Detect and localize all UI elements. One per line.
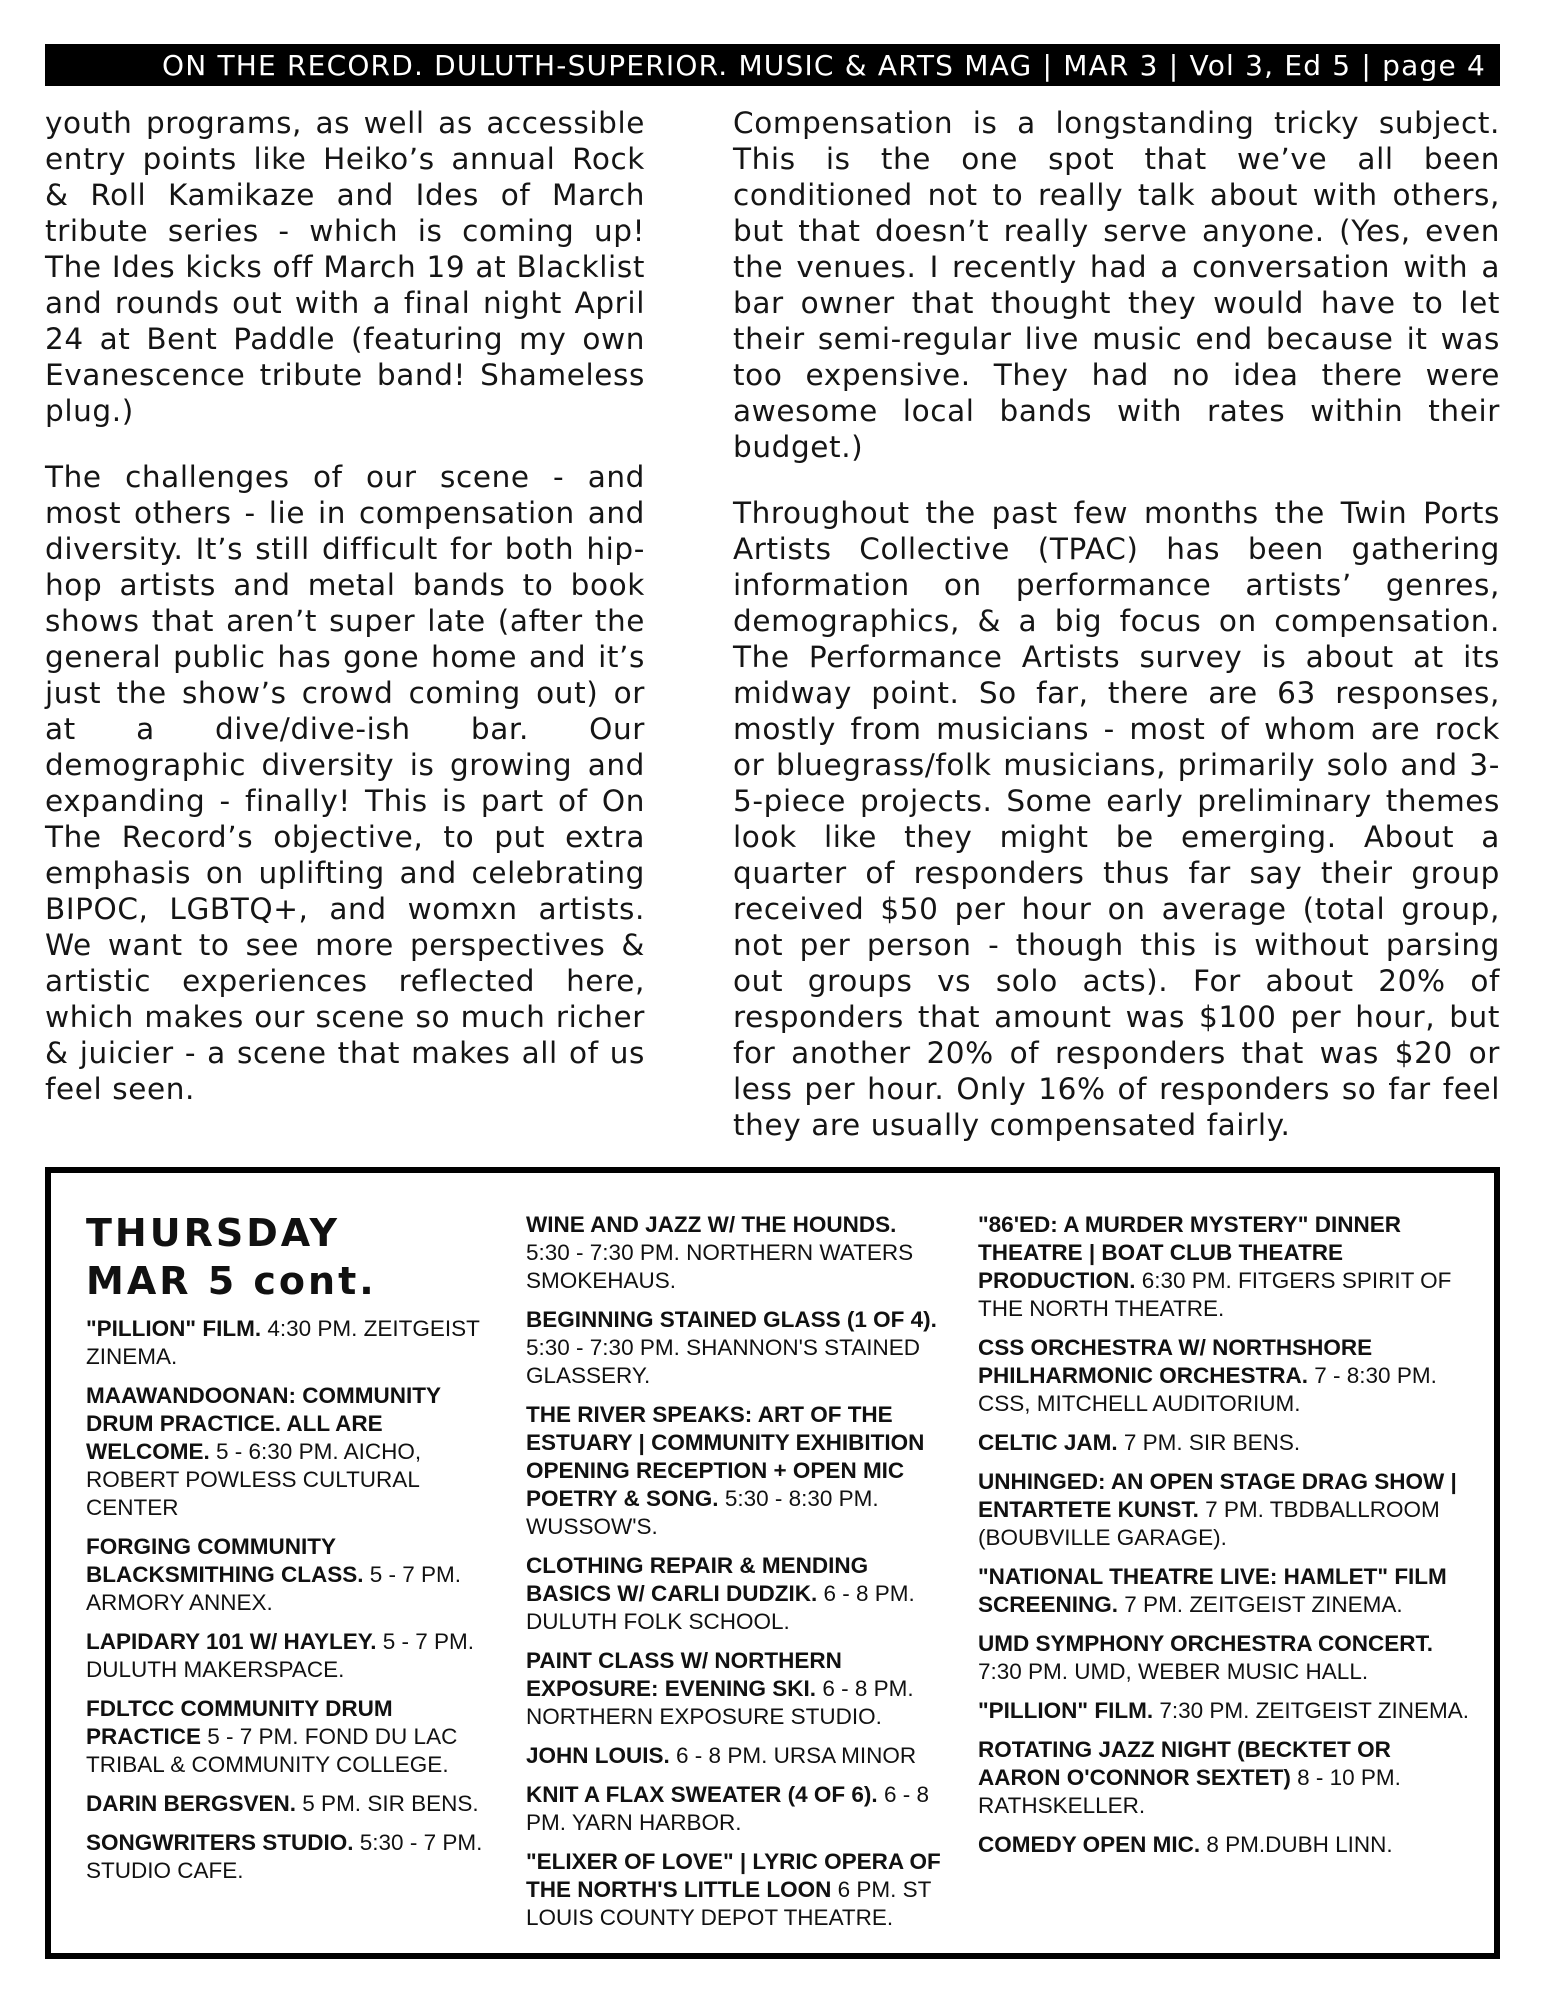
event-listing xyxy=(526,1742,946,1770)
event-title: "PILLION" FILM. xyxy=(86,1316,262,1341)
event-listing xyxy=(86,1533,486,1617)
article-column-left xyxy=(45,105,645,1137)
listings-column-2 xyxy=(526,1211,946,1943)
event-listing xyxy=(526,1211,946,1295)
event-title: FORGING COMMUNITY BLACKSMITHING CLASS. xyxy=(86,1534,364,1587)
event-title: KNIT A FLAX SWEATER (4 OF 6). xyxy=(526,1782,878,1807)
event-details: 5 - 7 PM. DULUTH MAKERSPACE. xyxy=(86,1629,475,1682)
event-listing xyxy=(86,1628,486,1684)
event-title: THE RIVER SPEAKS: ART OF THE ESTUARY | COMMUNITY EXHIBITION OPENING RECEPTION + OPEN MIC POETRY & SONG. xyxy=(526,1402,925,1511)
event-details: 6 - 8 PM. YARN HARBOR. xyxy=(526,1782,929,1835)
day-heading-date: MAR 5 cont. xyxy=(86,1259,377,1303)
event-listing xyxy=(526,1552,946,1636)
event-title: FDLTCC COMMUNITY DRUM PRACTICE xyxy=(86,1696,393,1749)
event-details: 7 PM. TBDBALLROOM (BOUBVILLE GARAGE). xyxy=(978,1497,1440,1550)
event-details: 6 - 8 PM. DULUTH FOLK SCHOOL. xyxy=(526,1581,915,1634)
event-details: 6 - 8 PM. URSA MINOR xyxy=(676,1743,917,1768)
masthead-text: ON THE RECORD. DULUTH-SUPERIOR. MUSIC & ARTS MAG | MAR 3 | Vol 3, Ed 5 | page 4 xyxy=(161,48,1486,82)
event-title: "NATIONAL THEATRE LIVE: HAMLET" FILM SCREENING. xyxy=(978,1564,1447,1617)
event-listing xyxy=(978,1334,1478,1418)
event-listing xyxy=(526,1781,946,1837)
event-details: 7:30 PM. UMD, WEBER MUSIC HALL. xyxy=(978,1659,1369,1684)
event-details: 5:30 - 8:30 PM. WUSSOW'S. xyxy=(526,1486,879,1539)
event-details: 6 PM. ST LOUIS COUNTY DEPOT THEATRE. xyxy=(526,1877,931,1930)
event-title: PAINT CLASS W/ NORTHERN EXPOSURE: EVENING SKI. xyxy=(526,1648,842,1701)
article-paragraph: Throughout the past few months the Twin Ports Artists Collective (TPAC) has been gathering information on performance artists’ genres, demographics, & a big focus on compensation. The Performance Artists survey is about at its midway point. So far, there are 63 responses, mostly from musicians - most of whom are rock or bluegrass/folk musicians, primarily solo and 3-5-piece projects. Some early preliminary themes look like they might be emerging. About a quarter of responders thus far say their group received $50 per hour on average (total group, not per person - though this is without parsing out groups vs solo acts). For about 20% of responders that amount was $100 per hour, but for another 20% of responders that was $20 or less per hour. Only 16% of responders so far feel they are usually compensated fairly. xyxy=(733,496,1500,1142)
event-list xyxy=(978,1211,1478,1859)
event-title: "ELIXER OF LOVE" | LYRIC OPERA OF THE NORTH'S LITTLE LOON xyxy=(526,1849,941,1902)
article-paragraph: Compensation is a longstanding tricky subject. This is the one spot that we’ve all been conditioned not to really talk about with others, but that doesn’t really serve anyone. (Yes, even the venues. I recently had a conversation with a bar owner that thought they would have to let their semi-regular live music end because it was too expensive. They had no idea there were awesome local bands with rates within their budget.) xyxy=(733,106,1500,464)
event-details: 5:30 - 7:30 PM. NORTHERN WATERS SMOKEHAUS. xyxy=(526,1240,914,1293)
event-listing xyxy=(978,1468,1478,1552)
event-list xyxy=(526,1211,946,1932)
event-listing xyxy=(978,1429,1478,1457)
article-paragraph: The challenges of our scene - and most others - lie in compensation and diversity. It’s still difficult for both hip-hop artists and metal bands to book shows that aren’t super late (after the general public has gone home and it’s just the show’s crowd coming out) or at a dive/dive-ish bar. Our demographic diversity is growing and expanding - finally! This is part of On The Record’s objective, to put extra emphasis on uplifting and celebrating BIPOC, LGBTQ+, and womxn artists. We want to see more perspectives & artistic experiences reflected here, which makes our scene so much richer & juicier - a scene that makes all of us feel seen. xyxy=(45,460,645,1106)
event-details: 8 PM.DUBH LINN. xyxy=(1206,1832,1393,1857)
day-heading xyxy=(86,1209,486,1305)
event-details: 7 - 8:30 PM. CSS, MITCHELL AUDITORIUM. xyxy=(978,1363,1437,1416)
event-title: WINE AND JAZZ W/ THE HOUNDS. xyxy=(526,1212,897,1237)
event-listing xyxy=(526,1306,946,1390)
event-listing xyxy=(978,1630,1478,1686)
event-listing xyxy=(978,1697,1478,1725)
event-details: 5:30 - 7:30 PM. SHANNON'S STAINED GLASSERY. xyxy=(526,1335,920,1388)
event-title: SONGWRITERS STUDIO. xyxy=(86,1830,354,1855)
event-title: MAAWANDOONAN: COMMUNITY DRUM PRACTICE. ALL ARE WELCOME. xyxy=(86,1383,441,1464)
event-listing xyxy=(978,1831,1478,1859)
event-details: 5 PM. SIR BENS. xyxy=(302,1791,479,1816)
event-details: 5 - 7 PM. FOND DU LAC TRIBAL & COMMUNITY COLLEGE. xyxy=(86,1724,458,1777)
event-title: CLOTHING REPAIR & MENDING BASICS W/ CARLI DUDZIK. xyxy=(526,1553,869,1606)
event-list xyxy=(86,1315,486,1885)
event-listing xyxy=(978,1563,1478,1619)
event-title: LAPIDARY 101 W/ HAYLEY. xyxy=(86,1629,377,1654)
event-listing xyxy=(86,1382,486,1522)
event-listing xyxy=(86,1315,486,1371)
day-heading-weekday: THURSDAY xyxy=(86,1211,341,1255)
event-details: 6:30 PM. FITGERS SPIRIT OF THE NORTH THEATRE. xyxy=(978,1268,1452,1321)
event-details: 5 - 7 PM. ARMORY ANNEX. xyxy=(86,1562,462,1615)
event-details: 4:30 PM. ZEITGEIST ZINEMA. xyxy=(86,1316,480,1369)
event-title: "86'ED: A MURDER MYSTERY" DINNER THEATRE | BOAT CLUB THEATRE PRODUCTION. xyxy=(978,1212,1401,1293)
event-title: UNHINGED: AN OPEN STAGE DRAG SHOW | ENTARTETE KUNST. xyxy=(978,1469,1457,1522)
masthead-banner xyxy=(45,44,1500,86)
event-title: UMD SYMPHONY ORCHESTRA CONCERT. xyxy=(978,1631,1434,1656)
event-title: JOHN LOUIS. xyxy=(526,1743,670,1768)
article-column-right xyxy=(733,105,1500,1173)
event-details: 7 PM. ZEITGEIST ZINEMA. xyxy=(1124,1592,1403,1617)
listings-column-1 xyxy=(86,1209,486,1896)
event-listing xyxy=(978,1736,1478,1820)
event-details: 7:30 PM. ZEITGEIST ZINEMA. xyxy=(1159,1698,1469,1723)
event-listing xyxy=(526,1647,946,1731)
event-title: "PILLION" FILM. xyxy=(978,1698,1154,1723)
event-listing xyxy=(978,1211,1478,1323)
event-title: BEGINNING STAINED GLASS (1 OF 4). xyxy=(526,1307,937,1332)
event-details: 7 PM. SIR BENS. xyxy=(1123,1430,1301,1455)
event-details: 5:30 - 7 PM. STUDIO CAFE. xyxy=(86,1830,483,1883)
event-title: ROTATING JAZZ NIGHT (BECKTET OR AARON O'CONNOR SEXTET) xyxy=(978,1737,1391,1790)
event-listing xyxy=(526,1401,946,1541)
event-listing xyxy=(526,1848,946,1932)
event-title: COMEDY OPEN MIC. xyxy=(978,1832,1201,1857)
listings-column-3 xyxy=(978,1211,1478,1870)
event-listing xyxy=(86,1790,486,1818)
event-title: CELTIC JAM. xyxy=(978,1430,1118,1455)
article-paragraph: youth programs, as well as accessible entry points like Heiko’s annual Rock & Roll Kamikaze and Ides of March tribute series - which is coming up! The Ides kicks off March 19 at Blacklist and rounds out with a final night April 24 at Bent Paddle (featuring my own Evanescence tribute band! Shameless plug.) xyxy=(45,106,645,428)
event-details: 5 - 6:30 PM. AICHO, ROBERT POWLESS CULTURAL CENTER xyxy=(86,1439,422,1520)
event-title: CSS ORCHESTRA W/ NORTHSHORE PHILHARMONIC ORCHESTRA. xyxy=(978,1335,1373,1388)
event-listings-box xyxy=(45,1167,1500,1959)
event-details: 6 - 8 PM. NORTHERN EXPOSURE STUDIO. xyxy=(526,1676,914,1729)
event-title: DARIN BERGSVEN. xyxy=(86,1791,297,1816)
event-listing xyxy=(86,1695,486,1779)
event-details: 8 - 10 PM. RATHSKELLER. xyxy=(978,1765,1401,1818)
event-listing xyxy=(86,1829,486,1885)
